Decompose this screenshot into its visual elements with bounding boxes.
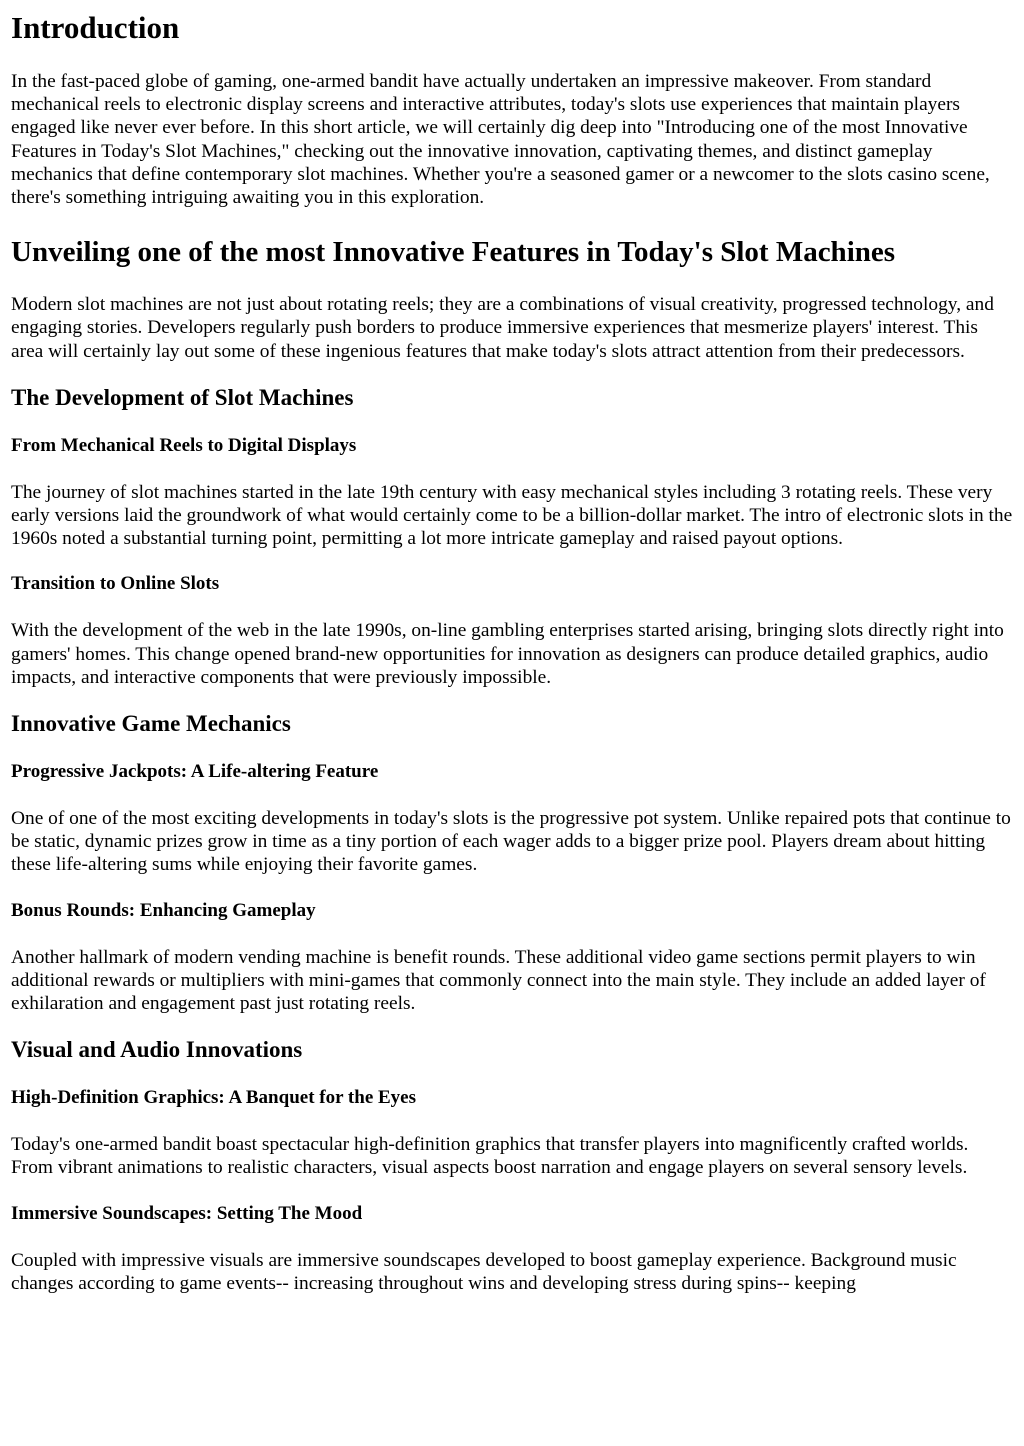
- paragraph-bonus-rounds: Another hallmark of modern vending machine is benefit rounds. These additional video game sections permit players to win additional rewards or multipliers with mini-games that commonly connect into the main style. They include an added layer of exhilaration and engagement past just rotating reels.: [11, 946, 986, 1015]
- heading-introduction: Introduction: [11, 10, 180, 45]
- heading-development: The Development of Slot Machines: [11, 384, 354, 410]
- heading-game-mechanics: Innovative Game Mechanics: [11, 711, 291, 737]
- subheading-hd-graphics: High-Definition Graphics: A Banquet for the Eyes: [11, 1087, 417, 1109]
- paragraph-soundscapes: Coupled with impressive visuals are immersive soundscapes developed to boost gameplay experience. Background music changes according to game events-- increasing throughout wins and developing stress during spins-- keeping: [11, 1249, 957, 1294]
- subheading-bonus-rounds: Bonus Rounds: Enhancing Gameplay: [11, 899, 316, 921]
- paragraph-hd-graphics: Today's one-armed bandit boast spectacular high-definition graphics that transfer players into magnificently crafted worlds. From vibrant animations to realistic characters, visual aspects boost narration and engage players on several sensory levels.: [11, 1134, 969, 1179]
- heading-unveiling-features: Unveiling one of the most Innovative Features in Today's Slot Machines: [11, 236, 896, 269]
- heading-visual-audio: Visual and Audio Innovations: [11, 1037, 303, 1063]
- subheading-soundscapes: Immersive Soundscapes: Setting The Mood: [11, 1202, 363, 1224]
- paragraph-progressive-jackpots: One of one of the most exciting developments in today's slots is the progressive pot system. Unlike repaired pots that continue to be static, dynamic prizes grow in time as a tiny portion of each wager adds to a bigger prize pool. Players dream about hitting these life-altering sums while enjoying their favorite games.: [11, 808, 1011, 876]
- paragraph-unveiling-features: Modern slot machines are not just about rotating reels; they are a combinations of visual creativity, progressed technology, and engaging stories. Developers regularly push borders to produce immersive experiences that mesmerize players' interest. This area will certainly lay out some of these ingenious features that make today's slots attract attention from their predecessors.: [11, 294, 994, 362]
- subheading-mechanical-to-digital: From Mechanical Reels to Digital Displays: [11, 434, 357, 456]
- subheading-progressive-jackpots: Progressive Jackpots: A Life-altering Feature: [11, 761, 379, 783]
- paragraph-mechanical-to-digital: The journey of slot machines started in the late 19th century with easy mechanical styles including 3 rotating reels. These very early versions laid the groundwork of what would certainly come to be a billion-dollar market. The intro of electronic slots in the 1960s noted a substantial turning point, permitting a lot more intricate gameplay and raised payout options.: [11, 481, 1013, 550]
- paragraph-online-slots: With the development of the web in the late 1990s, on-line gambling enterprises started arising, bringing slots directly right into gamers' homes. This change opened brand-new opportunities for innovation as designers can produce detailed graphics, audio impacts, and interactive components that were previously impossible.: [11, 620, 1004, 688]
- paragraph-introduction: In the fast-paced globe of gaming, one-armed bandit have actually undertaken an impressive makeover. From standard mechanical reels to electronic display screens and interactive attributes, today's slots use experiences that maintain players engaged like never ever before. In this short article, we will certainly dig deep into "Introducing one of the most Innovative Features in Today's Slot Machines," checking out the innovative innovation, captivating themes, and distinct gameplay mechanics that define contemporary slot machines. Whether you're a seasoned gamer or a newcomer to the slots casino scene, there's something intriguing awaiting you in this exploration.: [11, 71, 990, 209]
- subheading-online-slots: Transition to Online Slots: [11, 573, 220, 595]
